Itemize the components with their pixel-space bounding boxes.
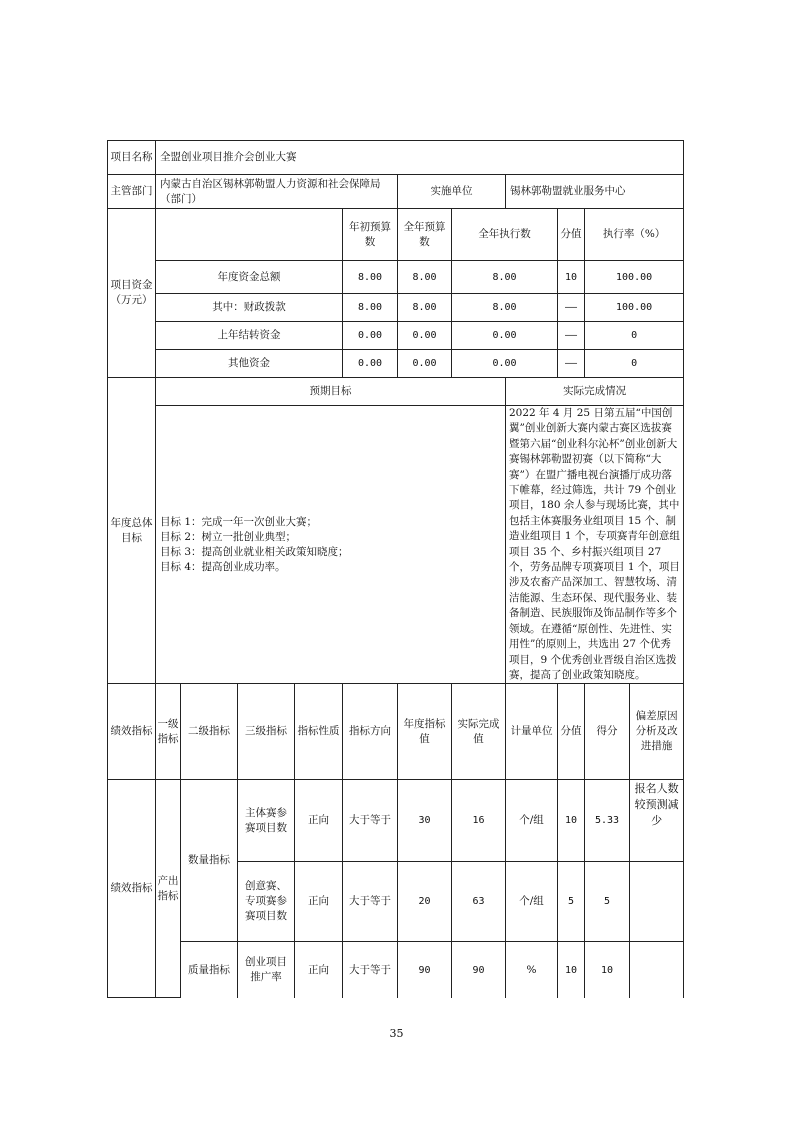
- actual-value: 16: [452, 780, 506, 862]
- header-level2: 二级指标: [181, 684, 238, 780]
- level3: 主体赛参赛项目数: [238, 780, 295, 862]
- funds-row-name: 上年结转资金: [156, 322, 343, 350]
- project-name-label: 项目名称: [108, 141, 156, 175]
- actual-value: 90: [452, 942, 506, 998]
- funds-row-score-value: ——: [558, 294, 585, 322]
- funds-row-rate: 100.00: [585, 261, 684, 294]
- page-number: 35: [389, 1027, 404, 1040]
- performance-table-sheet: [107, 140, 683, 998]
- funds-row-executed: 8.00: [452, 294, 558, 322]
- header-target: 年度指标值: [398, 684, 452, 780]
- direction: 大于等于: [343, 862, 398, 942]
- actual-result-header: 实际完成情况: [506, 378, 684, 406]
- funds-row-initial: 0.00: [343, 322, 398, 350]
- header-nature: 指标性质: [295, 684, 343, 780]
- header-actual: 实际完成值: [452, 684, 506, 780]
- target-value: 30: [398, 780, 452, 862]
- funds-row-score-value: 10: [558, 261, 585, 294]
- expected-goal-header: 预期目标: [156, 378, 506, 406]
- header-weight: 分值: [558, 684, 585, 780]
- unit: 个/组: [506, 780, 558, 862]
- expected-goal-item: 目标 3：提高创业就业相关政策知晓度；: [160, 545, 349, 558]
- actual-result-text: 2022 年 4 月 25 日第五届“中国创翼”创业创新大赛内蒙古赛区选拔赛暨第六届“创业科尔沁杯”创业创新大赛锡林郭勒盟初赛（以下简称“大赛”）在盟广播电视台演播厅成功落下帷幕，经过筛选，共计 79 个创业项目，180 余人参与现场比赛，其中包括主体赛服务业组项目 15 个、制造业组项目 1 个，专项赛青年创意组项目 35 个、乡村振兴组项目 27 个，劳务品牌专项赛项目 1 个，项目涉及农畜产品深加工、智慧牧场、清洁能源、生态环保、现代服务业、装备制造、民族服饰及饰品制作等多个领域。在遵循“原创性、先进性、实用性”的原则上，共选出 27 个优秀项目，9 个优秀创业晋级自治区选拨赛，提高了创业政策知晓度。: [506, 406, 684, 684]
- indicators-label-repeat: 绩效指标: [108, 780, 156, 998]
- funds-row-annual: 8.00: [398, 294, 452, 322]
- level2-quality: 质量指标: [181, 942, 238, 998]
- department-value: 内蒙古自治区锡林郭勒盟人力资源和社会保障局（部门）: [156, 175, 398, 209]
- indicator-row: [108, 780, 684, 862]
- level3: 创意赛、专项赛参赛项目数: [238, 862, 295, 942]
- goals-label: 年度总体目标: [108, 378, 156, 684]
- implementer-value: 锡林郭勒盟就业服务中心: [506, 175, 684, 209]
- weight: 10: [558, 942, 585, 998]
- funds-row-annual: 0.00: [398, 322, 452, 350]
- funds-row-rate: 100.00: [585, 294, 684, 322]
- deviation-reason: 报名人数较预测减少: [630, 780, 684, 862]
- header-score: 得分: [585, 684, 630, 780]
- nature: 正向: [295, 942, 343, 998]
- score: 10: [585, 942, 630, 998]
- funds-row: [108, 261, 684, 294]
- funds-row-executed: 0.00: [452, 322, 558, 350]
- score: 5: [585, 862, 630, 942]
- funds-label: 项目资金（万元）: [108, 209, 156, 378]
- score: 5.33: [585, 780, 630, 862]
- funds-row-name: 年度资金总额: [156, 261, 343, 294]
- expected-goals: [156, 406, 506, 684]
- funds-row-score-value: ——: [558, 350, 585, 378]
- header-unit: 计量单位: [506, 684, 558, 780]
- actual-value: 63: [452, 862, 506, 942]
- weight: 5: [558, 862, 585, 942]
- implementer-label: 实施单位: [398, 175, 506, 209]
- department-label: 主管部门: [108, 175, 156, 209]
- header-reason: 偏差原因分析及改进措施: [630, 684, 684, 780]
- indicators-label: 绩效指标: [108, 684, 156, 780]
- target-value: 90: [398, 942, 452, 998]
- funds-header-annual: 全年预算数: [398, 209, 452, 261]
- funds-row-executed: 8.00: [452, 261, 558, 294]
- funds-header-executed: 全年执行数: [452, 209, 558, 261]
- project-name-value: 全盟创业项目推介会创业大赛: [156, 141, 684, 175]
- funds-row: [108, 350, 684, 378]
- funds-header-initial: 年初预算数: [343, 209, 398, 261]
- funds-row-score-value: ——: [558, 322, 585, 350]
- weight: 10: [558, 780, 585, 862]
- funds-header-rate: 执行率（%）: [585, 209, 684, 261]
- header-direction: 指标方向: [343, 684, 398, 780]
- direction: 大于等于: [343, 942, 398, 998]
- unit: %: [506, 942, 558, 998]
- level3: 创业项目推广率: [238, 942, 295, 998]
- unit: 个/组: [506, 862, 558, 942]
- header-level1: 一级指标: [156, 684, 181, 780]
- funds-row: [108, 322, 684, 350]
- funds-row-initial: 0.00: [343, 350, 398, 378]
- funds-row-name: 其中：财政拨款: [156, 294, 343, 322]
- nature: 正向: [295, 862, 343, 942]
- target-value: 20: [398, 862, 452, 942]
- expected-goal-item: 目标 4：提高创业成功率。: [160, 560, 286, 573]
- direction: 大于等于: [343, 780, 398, 862]
- funds-row-annual: 8.00: [398, 261, 452, 294]
- funds-header-score-value: 分值: [558, 209, 585, 261]
- expected-goal-item: 目标 1：完成一年一次创业大赛；: [160, 515, 318, 528]
- level1-output: 产出指标: [156, 780, 181, 998]
- funds-row-rate: 0: [585, 350, 684, 378]
- funds-row-initial: 8.00: [343, 261, 398, 294]
- deviation-reason: [630, 942, 684, 998]
- expected-goal-item: 目标 2：树立一批创业典型；: [160, 530, 297, 543]
- funds-row-name: 其他资金: [156, 350, 343, 378]
- indicator-row: [108, 942, 684, 998]
- performance-evaluation-table: [107, 140, 684, 998]
- header-level3: 三级指标: [238, 684, 295, 780]
- funds-row: [108, 294, 684, 322]
- nature: 正向: [295, 780, 343, 862]
- funds-row-rate: 0: [585, 322, 684, 350]
- funds-row-initial: 8.00: [343, 294, 398, 322]
- funds-row-executed: 0.00: [452, 350, 558, 378]
- funds-row-annual: 0.00: [398, 350, 452, 378]
- funds-header-blank: [156, 209, 343, 261]
- level2-quantity: 数量指标: [181, 780, 238, 942]
- deviation-reason: [630, 862, 684, 942]
